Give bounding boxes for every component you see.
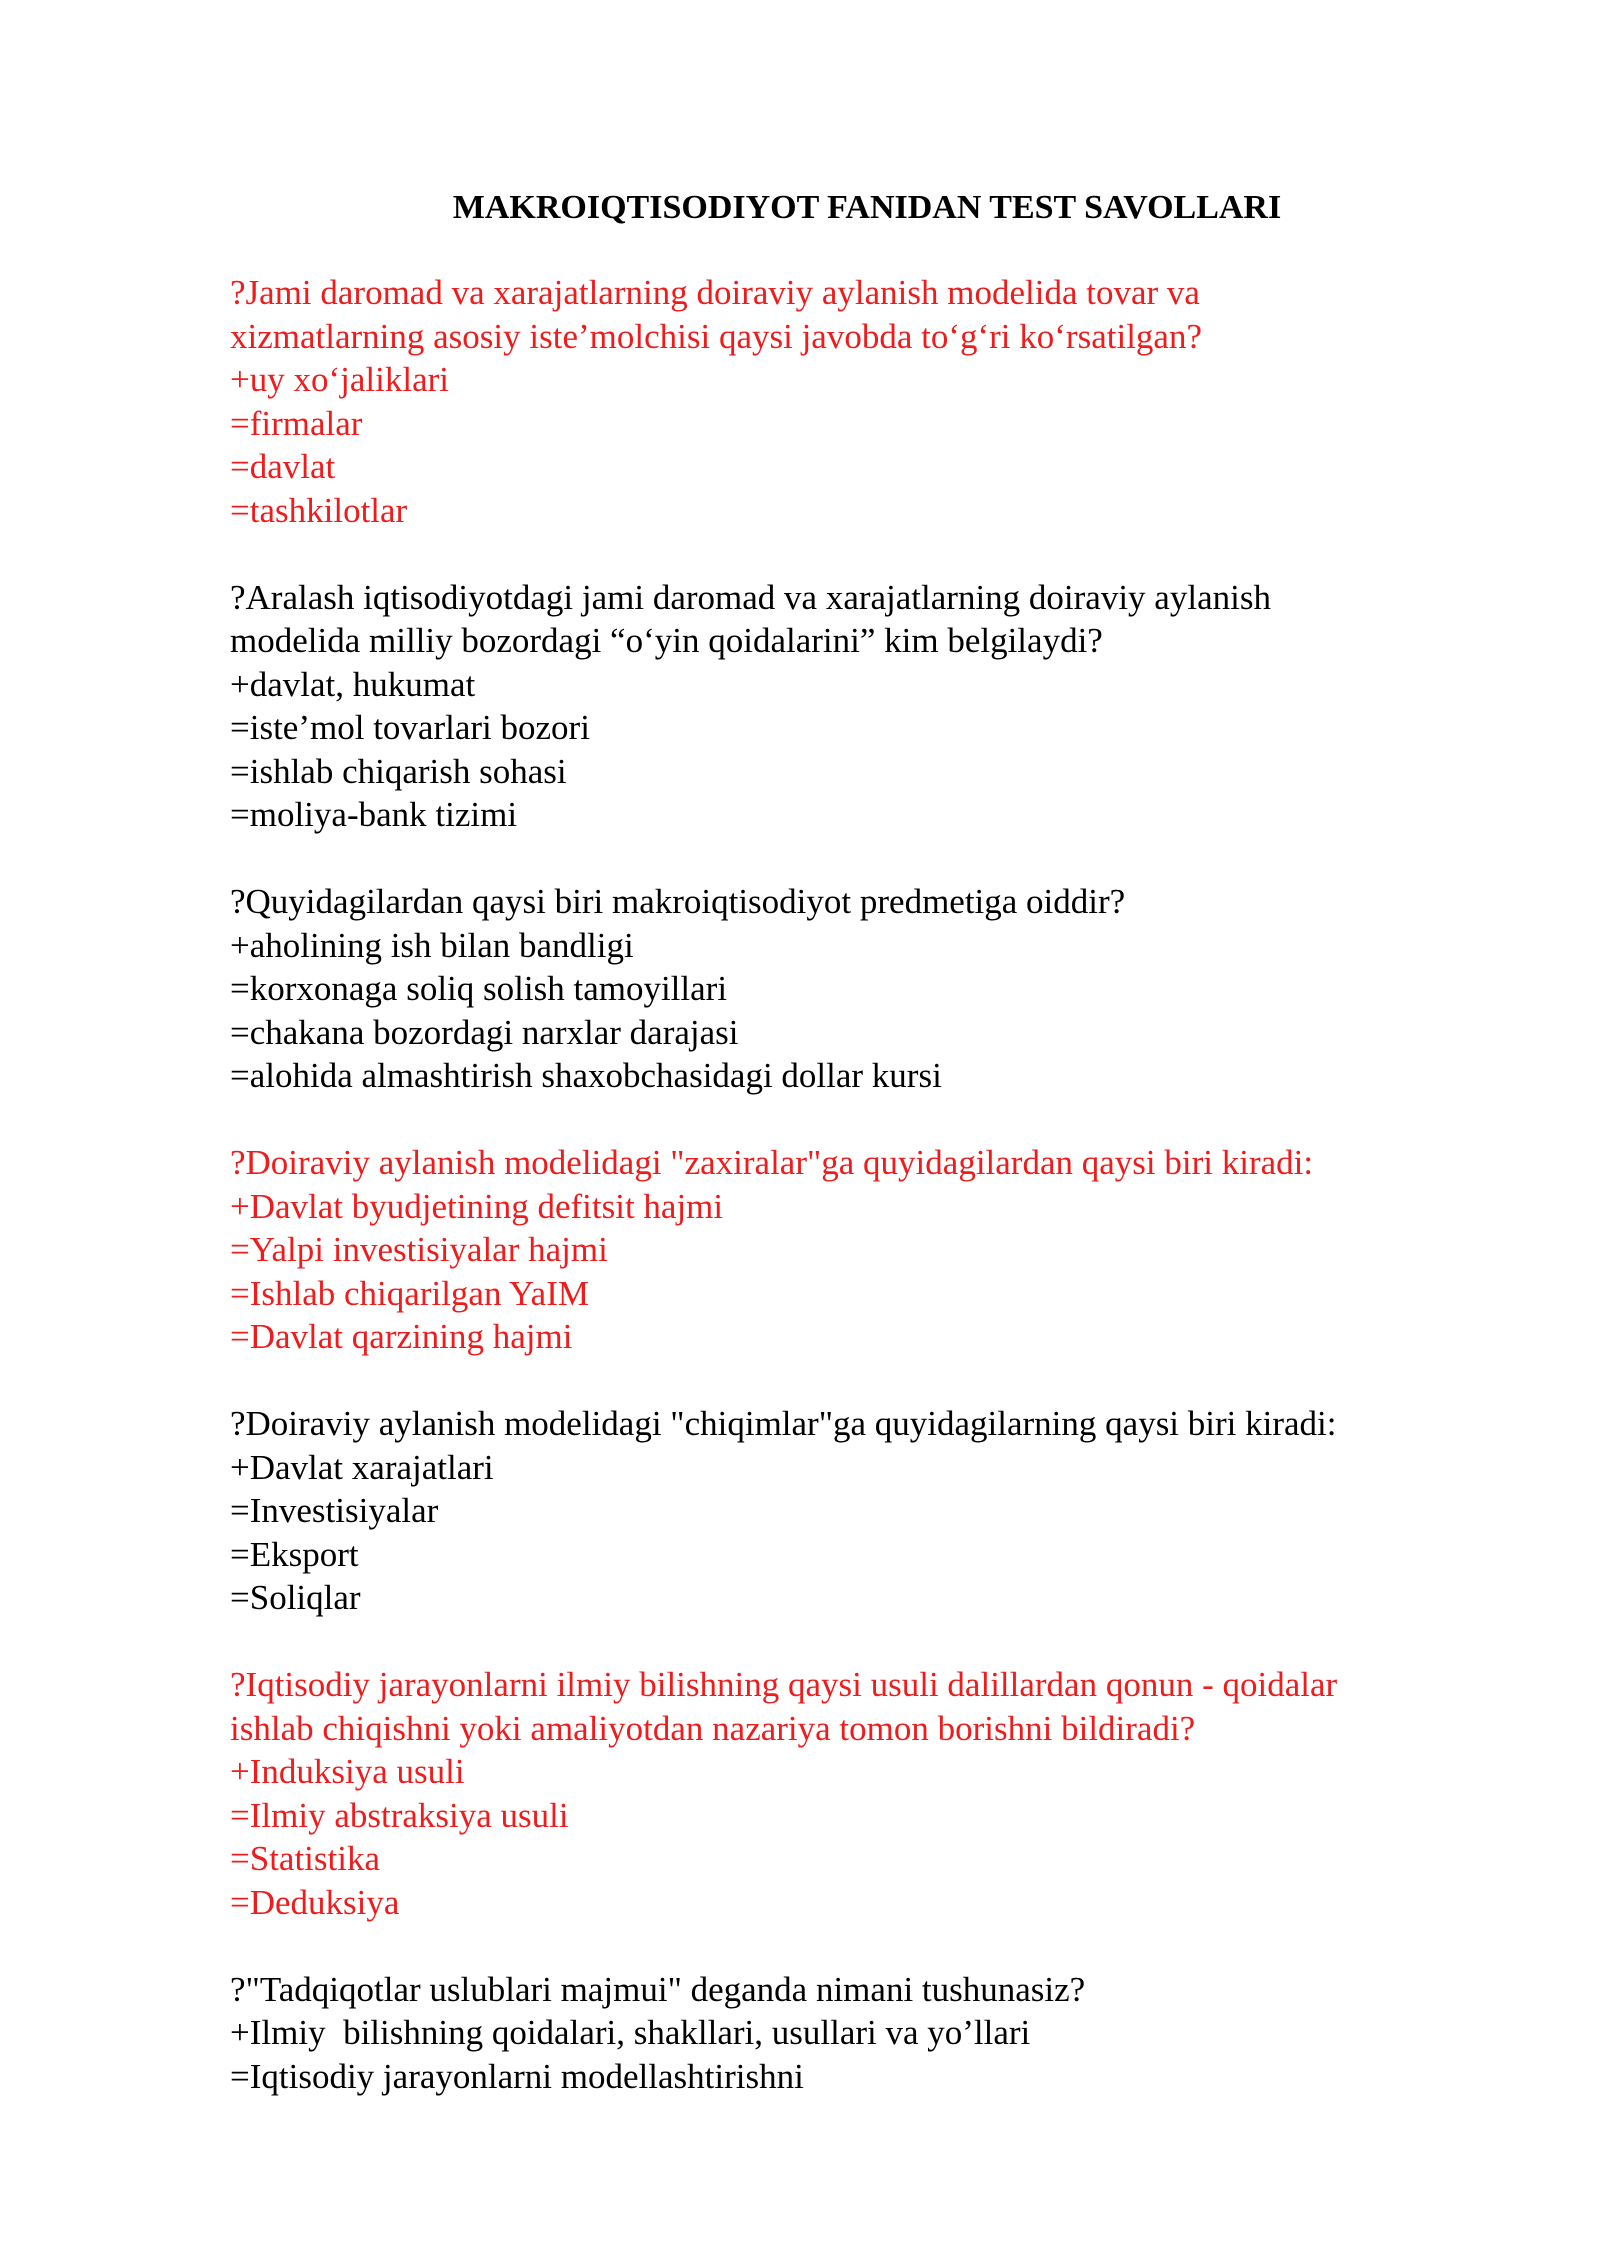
question-text: ?Jami daromad va xarajatlarning doiraviy aylanish modelida tovar va bbox=[230, 273, 1200, 312]
answer-correct: +davlat, hukumat bbox=[230, 664, 476, 704]
question-block bbox=[230, 1141, 1470, 1359]
answer-option: =chakana bozordagi narxlar darajasi bbox=[230, 1012, 739, 1052]
answer-option: =korxonaga soliq solish tamoyillari bbox=[230, 969, 728, 1008]
question-text: ?Quyidagilardan qaysi biri makroiqtisodiyot predmetiga oiddir? bbox=[230, 882, 1126, 921]
answer-option: =alohida almashtirish shaxobchasidagi dollar kursi bbox=[230, 1056, 942, 1095]
question-block bbox=[230, 1663, 1470, 1924]
question-text: ?Iqtisodiy jarayonlarni ilmiy bilishning qaysi usuli dalillardan qonun - qoidalar bbox=[230, 1665, 1338, 1704]
question-text: ?Doiraviy aylanish modelidagi "zaxiralar"ga quyidagilardan qaysi biri kiradi: bbox=[230, 1143, 1314, 1182]
questions-list bbox=[230, 271, 1470, 2142]
question-text: ?"Tadqiqotlar uslublari majmui" deganda nimani tushunasiz? bbox=[230, 1969, 1086, 2009]
answer-option: =moliya-bank tizimi bbox=[230, 795, 518, 834]
answer-option: =Iqtisodiy jarayonlarni modellashtirishni bbox=[230, 2056, 804, 2096]
question-text: modelida milliy bozordagi “o‘yin qoidalarini” kim belgilaydi? bbox=[230, 621, 1103, 660]
question-text: ?Doiraviy aylanish modelidagi "chiqimlar"ga quyidagilarning qaysi biri kiradi: bbox=[230, 1404, 1337, 1443]
answer-option: =firmalar bbox=[230, 403, 363, 443]
question-text: ishlab chiqishni yoki amaliyotdan nazariya tomon borishni bildiradi? bbox=[230, 1708, 1196, 1748]
question-text: ?Aralash iqtisodiyotdagi jami daromad va xarajatlarning doiraviy aylanish bbox=[230, 577, 1271, 617]
question-text: xizmatlarning asosiy iste’molchisi qaysi javobda to‘g‘ri ko‘rsatilgan? bbox=[230, 316, 1202, 356]
question-block bbox=[230, 880, 1470, 1098]
document-title: MAKROIQTISODIYOT FANIDAN TEST SAVOLLARI bbox=[452, 189, 1282, 226]
answer-option: =Statistika bbox=[230, 1839, 381, 1878]
answer-option: =Soliqlar bbox=[230, 1578, 361, 1617]
answer-option: =Deduksiya bbox=[230, 1882, 400, 1922]
answer-option: =davlat bbox=[230, 447, 336, 486]
question-block bbox=[230, 271, 1470, 532]
answer-option: =iste’mol tovarlari bozori bbox=[230, 708, 590, 747]
question-block bbox=[230, 576, 1470, 837]
answer-option: =Investisiyalar bbox=[230, 1491, 439, 1530]
answer-option: =Eksport bbox=[230, 1534, 359, 1574]
question-block bbox=[230, 1968, 1470, 2099]
answer-correct: +uy xo‘jaliklari bbox=[230, 360, 449, 399]
answer-option: =ishlab chiqarish sohasi bbox=[230, 751, 567, 791]
answer-correct: +Davlat byudjetining defitsit hajmi bbox=[230, 1186, 724, 1226]
answer-option: =Yalpi investisiyalar hajmi bbox=[230, 1230, 608, 1269]
answer-correct: +Ilmiy bilishning qoidalari, shakllari, usullari va yo’llari bbox=[230, 2013, 1031, 2052]
answer-correct: +aholining ish bilan bandligi bbox=[230, 925, 634, 965]
answer-option: =tashkilotlar bbox=[230, 490, 408, 530]
question-block bbox=[230, 1402, 1470, 1620]
answer-correct: +Induksiya usuli bbox=[230, 1752, 465, 1791]
answer-option: =Ilmiy abstraksiya usuli bbox=[230, 1795, 569, 1835]
answer-option: =Ishlab chiqarilgan YaIM bbox=[230, 1273, 589, 1313]
answer-correct: +Davlat xarajatlari bbox=[230, 1447, 494, 1487]
answer-option: =Davlat qarzining hajmi bbox=[230, 1317, 573, 1356]
